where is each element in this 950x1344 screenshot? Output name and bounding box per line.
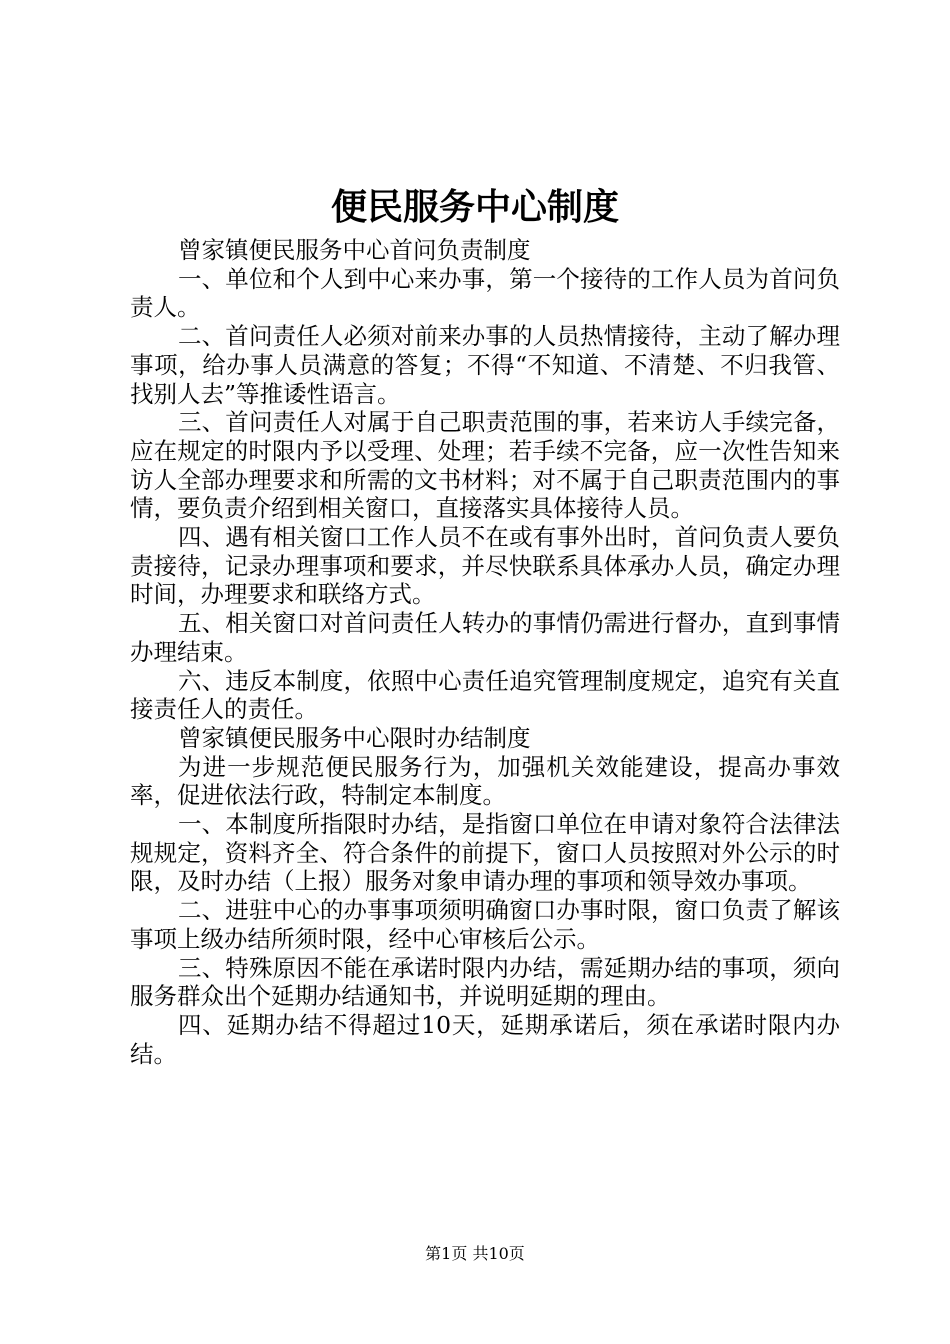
clause-paragraph: 一、单位和个人到中心来办事，第一个接待的工作人员为首问负责人。: [130, 264, 840, 322]
intro-paragraph: 为进一步规范便民服务行为，加强机关效能建设，提高办事效率，促进依法行政，特制定本制度。: [130, 752, 840, 810]
section-heading-first-inquiry: 曾家镇便民服务中心首问负责制度: [178, 236, 531, 264]
document-title: 便民服务中心制度: [330, 186, 619, 228]
clause-paragraph: 四、延期办结不得超过10天，延期承诺后，须在承诺时限内办结。: [130, 1010, 840, 1068]
clause-paragraph: 一、本制度所指限时办结，是指窗口单位在申请对象符合法律法规规定，资料齐全、符合条件的前提下，窗口人员按照对外公示的时限，及时办结（上报）服务对象申请办理的事项和领导效办事项。: [130, 810, 840, 896]
clause-paragraph: 二、首问责任人必须对前来办事的人员热情接待，主动了解办理事项，给办事人员满意的答复；不得“不知道、不清楚、不归我管、找别人去”等推诿性语言。: [130, 322, 840, 408]
clause-paragraph: 二、进驻中心的办事事项须明确窗口办事时限，窗口负责了解该事项上级办结所须时限，经中心审核后公示。: [130, 896, 840, 953]
document-body: [130, 236, 840, 1068]
clause-paragraph: 三、首问责任人对属于自己职责范围的事，若来访人手续完备，应在规定的时限内予以受理、处理；若手续不完备，应一次性告知来访人全部办理要求和所需的文书材料；对不属于自己职责范围内的事情，要负责介绍到相关窗口，直接落实具体接待人员。: [130, 408, 840, 523]
clause-paragraph: 四、遇有相关窗口工作人员不在或有事外出时，首问负责人要负责接待，记录办理事项和要求，并尽快联系具体承办人员，确定办理时间，办理要求和联络方式。: [130, 523, 840, 609]
clause-paragraph: 五、相关窗口对首问责任人转办的事情仍需进行督办，直到事情办理结束。: [130, 609, 840, 666]
page-footer: 第1页 共10页: [425, 1244, 525, 1263]
clause-paragraph: 三、特殊原因不能在承诺时限内办结，需延期办结的事项，须向服务群众出个延期办结通知书，并说明延期的理由。: [130, 953, 840, 1011]
section-heading-time-limit: 曾家镇便民服务中心限时办结制度: [178, 723, 531, 752]
clause-paragraph: 六、违反本制度，依照中心责任追究管理制度规定，追究有关直接责任人的责任。: [130, 666, 840, 724]
